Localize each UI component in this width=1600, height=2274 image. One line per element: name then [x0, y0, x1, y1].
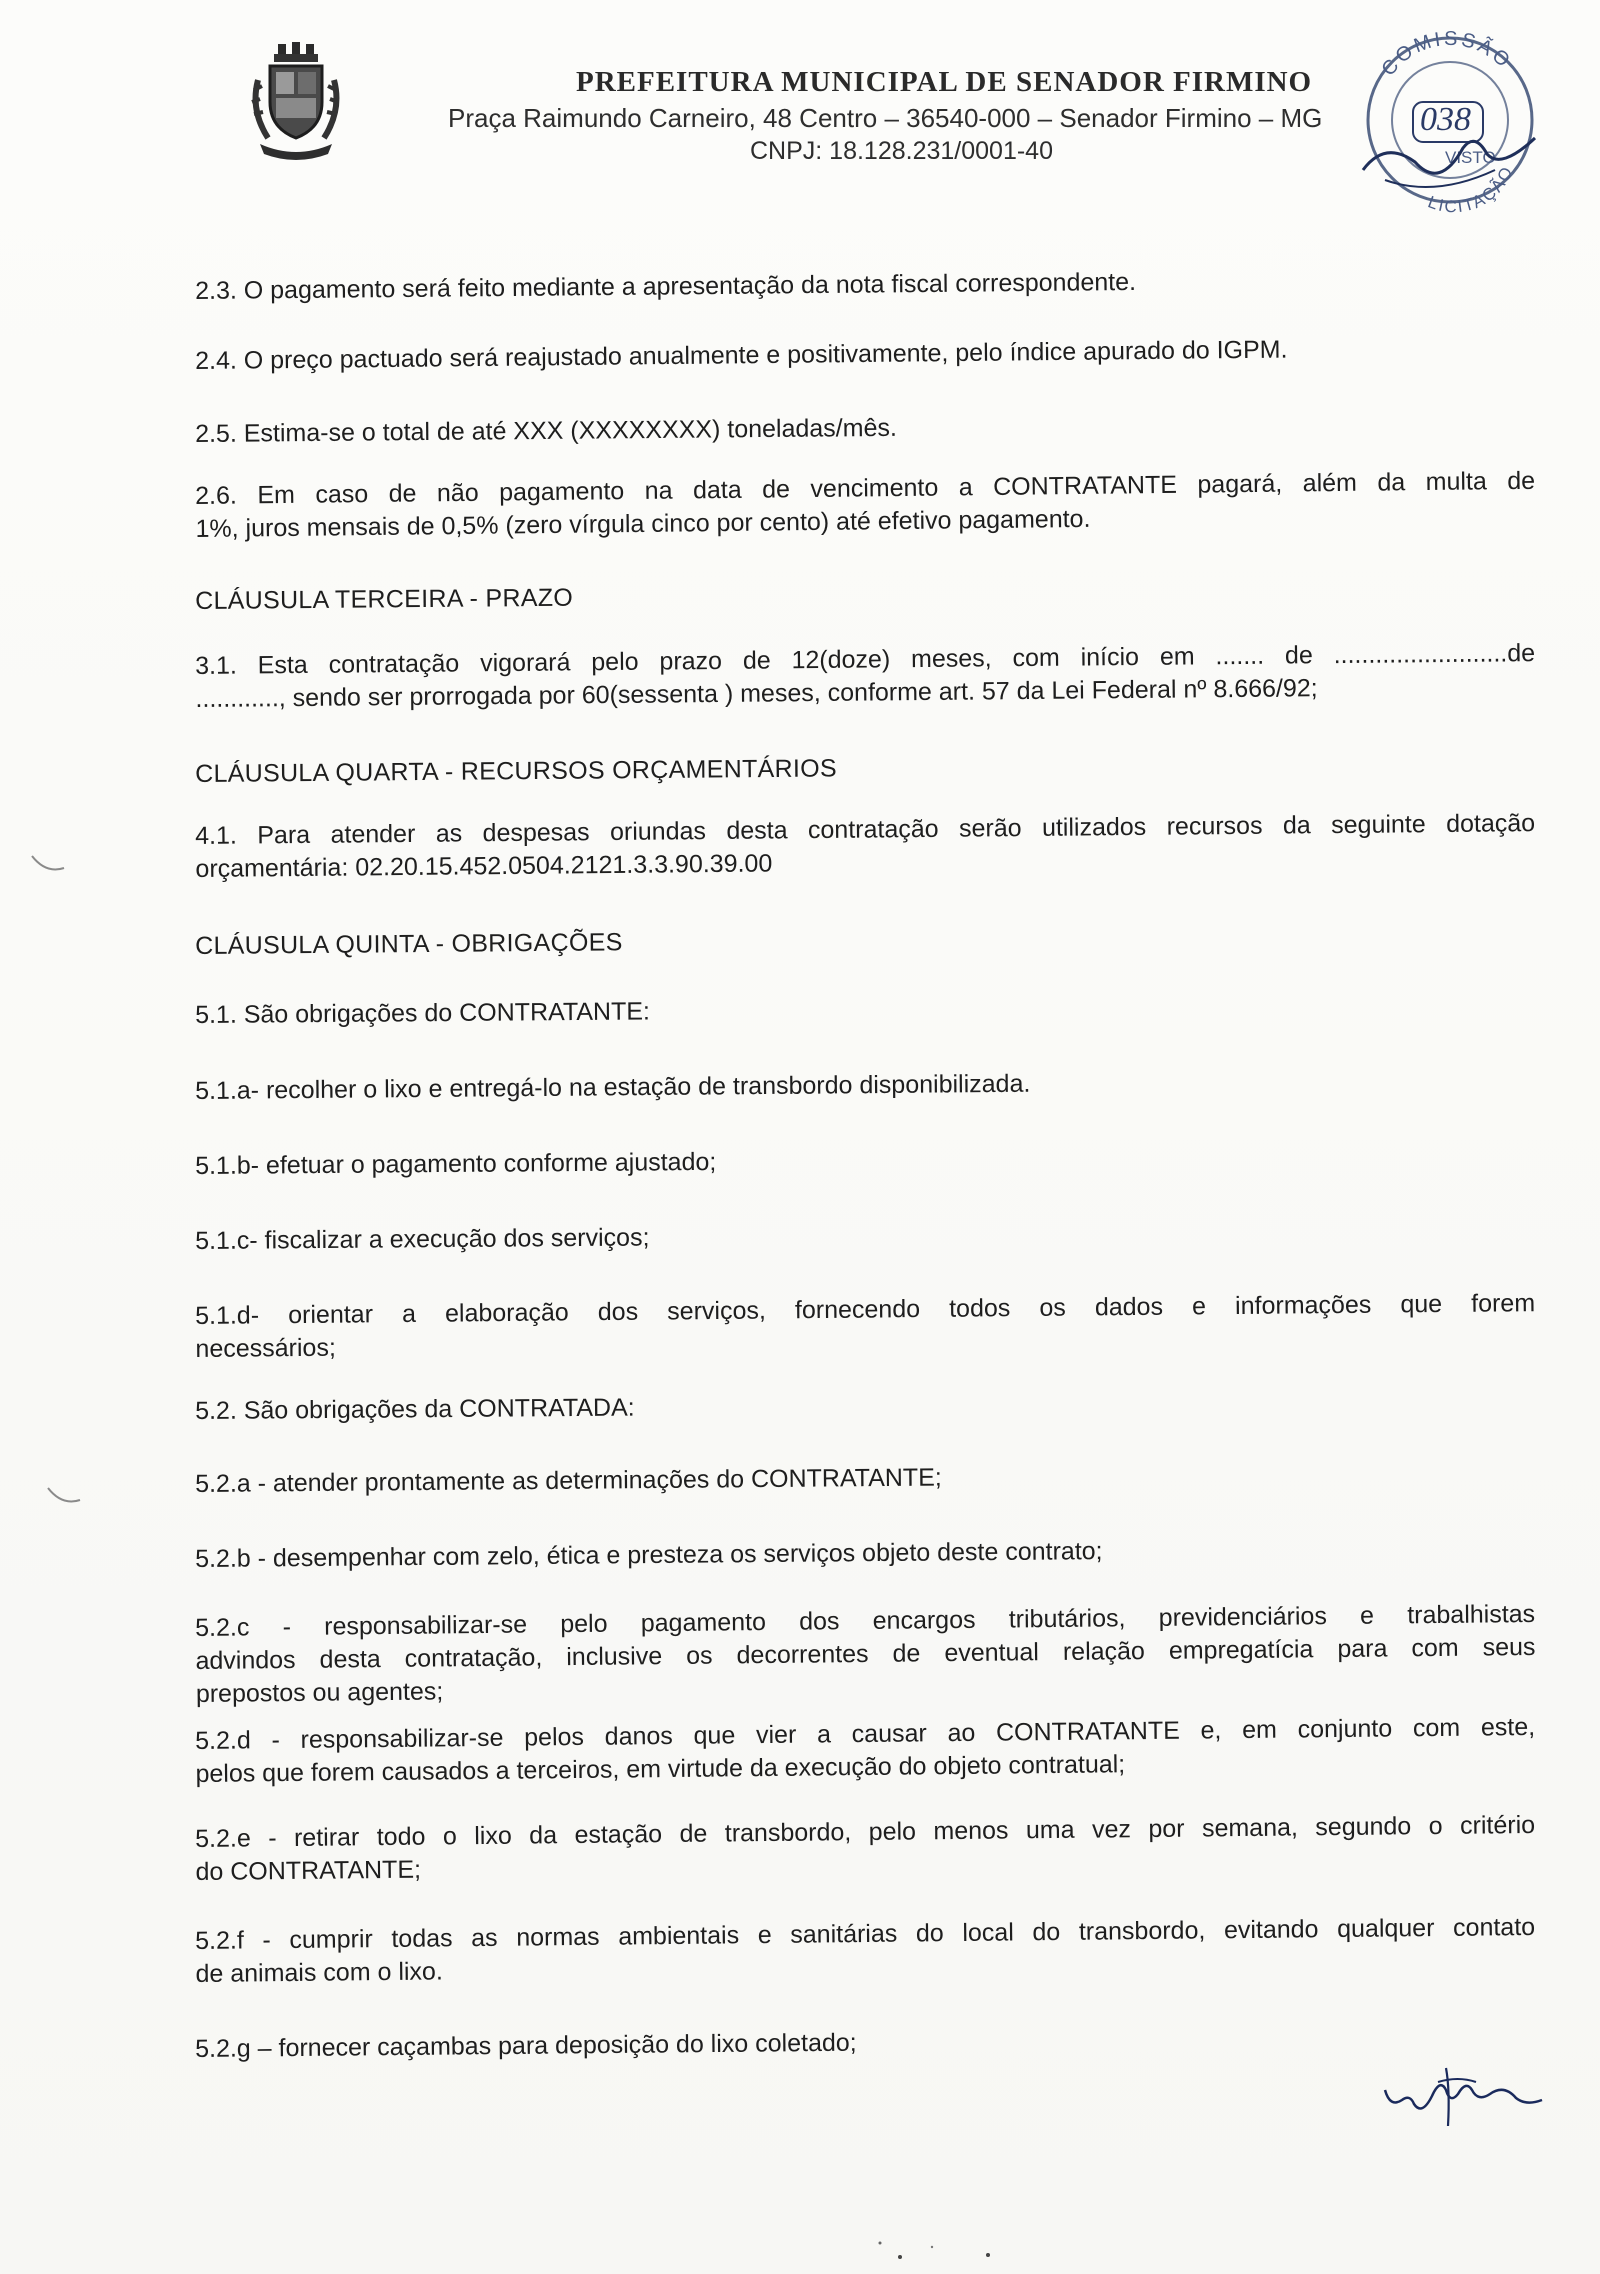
municipal-coat-of-arms-icon [248, 40, 343, 165]
clause-5-2-d-line-1: 5.2.d - responsabilizar-se pelos danos que vier a causar ao CONTRATANTE e, em conjunto com este, [195, 1712, 1536, 1755]
clause-3-1 [195, 637, 1536, 716]
clause-5-2-c-line-3: prepostos ou agentes; [195, 1677, 444, 1708]
clause-5-2-c-line-2: advindos desta contratação, inclusive os decorrentes de eventual relação empregatícia para com seus [195, 1632, 1536, 1675]
clause-2-5 [195, 406, 1535, 451]
clause-2-4-line-1: 2.4. O preço pactuado será reajustado anualmente e positivamente, pelo índice apurado do IGPM. [195, 335, 1288, 375]
clause-5-2-c [195, 1598, 1536, 1711]
stamp-middle-text: VISTO [1445, 148, 1496, 167]
heading-clausula-quinta-text: CLÁUSULA QUINTA - OBRIGAÇÕES [195, 928, 623, 960]
clause-4-1-line-2: orçamentária: 02.20.15.452.0504.2121.3.3.90.39.00 [195, 849, 773, 883]
clause-5-2-f [195, 1911, 1536, 1991]
clause-5-2-f-line-1: 5.2.f - cumprir todas as normas ambientais e sanitárias do local do transbordo, evitando qualquer contato [195, 1912, 1536, 1955]
clause-5-2 [195, 1384, 1535, 1428]
clause-2-4 [195, 331, 1535, 378]
clause-2-3 [195, 262, 1535, 308]
commission-stamp [1345, 20, 1550, 225]
stamp-top-text: COMISSÃO [1377, 27, 1516, 81]
heading-clausula-terceira [195, 573, 1535, 618]
clause-2-5-line-1: 2.5. Estima-se o total de até XXX (XXXXXXXX) toneladas/mês. [195, 413, 897, 448]
handwritten-initials-signature [1380, 2060, 1550, 2130]
heading-clausula-quinta [195, 918, 1535, 963]
clause-4-1 [195, 807, 1536, 886]
clause-5-1-b-line-1: 5.1.b- efetuar o pagamento conforme ajustado; [195, 1147, 717, 1180]
clause-5-2-e-line-2: do CONTRATANTE; [195, 1855, 422, 1886]
stamp-number: 038 [1420, 101, 1471, 138]
clause-5-2-e [195, 1809, 1536, 1889]
clause-2-3-line-1: 2.3. O pagamento será feito mediante a apresentação da nota fiscal correspondente. [195, 267, 1137, 305]
clause-5-1-a [195, 1063, 1535, 1108]
clause-5-1-a-line-1: 5.1.a- recolher o lixo e entregá-lo na estação de transbordo disponibilizada. [195, 1069, 1031, 1105]
clause-4-1-line-1: 4.1. Para atender as despesas oriundas desta contratação serão utilizados recursos da seguinte dotação [195, 809, 1536, 850]
clause-2-6 [195, 465, 1536, 546]
clause-2-6-line-1: 2.6. Em caso de não pagamento na data de vencimento a CONTRATANTE pagará, além da multa de [195, 466, 1536, 510]
clause-2-6-line-2: 1%, juros mensais de 0,5% (zero vírgula cinco por cento) até efetivo pagamento. [195, 504, 1091, 543]
heading-clausula-terceira-text: CLÁUSULA TERCEIRA - PRAZO [195, 583, 574, 615]
clause-5-1-d-line-2: necessários; [195, 1333, 336, 1363]
clause-3-1-line-2: ............, sendo ser prorrogada por 60(sessenta ) meses, conforme art. 57 da Lei Federal nº 8.666/92; [195, 674, 1318, 713]
clause-5-2-e-line-1: 5.2.e - retirar todo o lixo da estação de transbordo, pelo menos uma vez por semana, segundo o critério [195, 1810, 1536, 1853]
clause-5-2-a [195, 1456, 1535, 1501]
clause-5-2-a-line-1: 5.2.a - atender prontamente as determinações do CONTRATANTE; [195, 1463, 942, 1498]
scan-specks [870, 2235, 1010, 2265]
clause-5-2-line-1: 5.2. São obrigações da CONTRATADA: [195, 1393, 635, 1425]
clause-5-2-b-line-1: 5.2.b - desempenhar com zelo, ética e presteza os serviços objeto deste contrato; [195, 1537, 1103, 1573]
heading-clausula-quarta-text: CLÁUSULA QUARTA - RECURSOS ORÇAMENTÁRIOS [195, 754, 837, 788]
municipality-address: Praça Raimundo Carneiro, 48 Centro – 36540-000 – Senador Firmino – MG [448, 103, 1323, 133]
clause-5-1-line-1: 5.1. São obrigações do CONTRATANTE: [195, 997, 651, 1029]
municipality-cnpj: CNPJ: 18.128.231/0001-40 [750, 137, 1053, 165]
clause-5-2-d-line-2: pelos que forem causados a terceiros, em virtude da execução do objeto contratual; [195, 1750, 1126, 1788]
clause-5-2-c-line-1: 5.2.c - responsabilizar-se pelo pagamento dos encargos tributários, previdenciários e trabalhistas [195, 1599, 1536, 1642]
clause-5-2-g-line-1: 5.2.g – fornecer caçambas para deposição do lixo coletado; [195, 2028, 857, 2063]
clause-5-1-b [195, 1139, 1535, 1183]
stamp-bottom-text: LICITAÇÃO [1425, 162, 1518, 217]
clause-5-2-d [195, 1711, 1536, 1791]
svg-text:COMISSÃO [1377, 28, 1516, 81]
clause-5-1-c [195, 1214, 1535, 1258]
clause-3-1-line-1: 3.1. Esta contratação vigorará pelo prazo de 12(doze) meses, com início em ....... de .........................de [195, 639, 1536, 680]
svg-text:LICITAÇÃO [1425, 163, 1517, 217]
clause-5-1-d [195, 1287, 1536, 1366]
punch-hole-mark-upper [28, 850, 68, 880]
heading-clausula-quarta [195, 746, 1535, 791]
clause-5-2-g [195, 2020, 1535, 2066]
clause-5-1-d-line-1: 5.1.d- orientar a elaboração dos serviços, fornecendo todos os dados e informações que forem [195, 1289, 1536, 1330]
clause-5-2-f-line-2: de animais com o lixo. [195, 1957, 443, 1988]
clause-5-2-b [195, 1531, 1535, 1576]
clause-5-1-c-line-1: 5.1.c- fiscalizar a execução dos serviços; [195, 1223, 650, 1255]
clause-5-1 [195, 988, 1535, 1032]
municipality-title: PREFEITURA MUNICIPAL DE SENADOR FIRMINO [576, 66, 1313, 98]
punch-hole-mark-lower [44, 1482, 84, 1512]
